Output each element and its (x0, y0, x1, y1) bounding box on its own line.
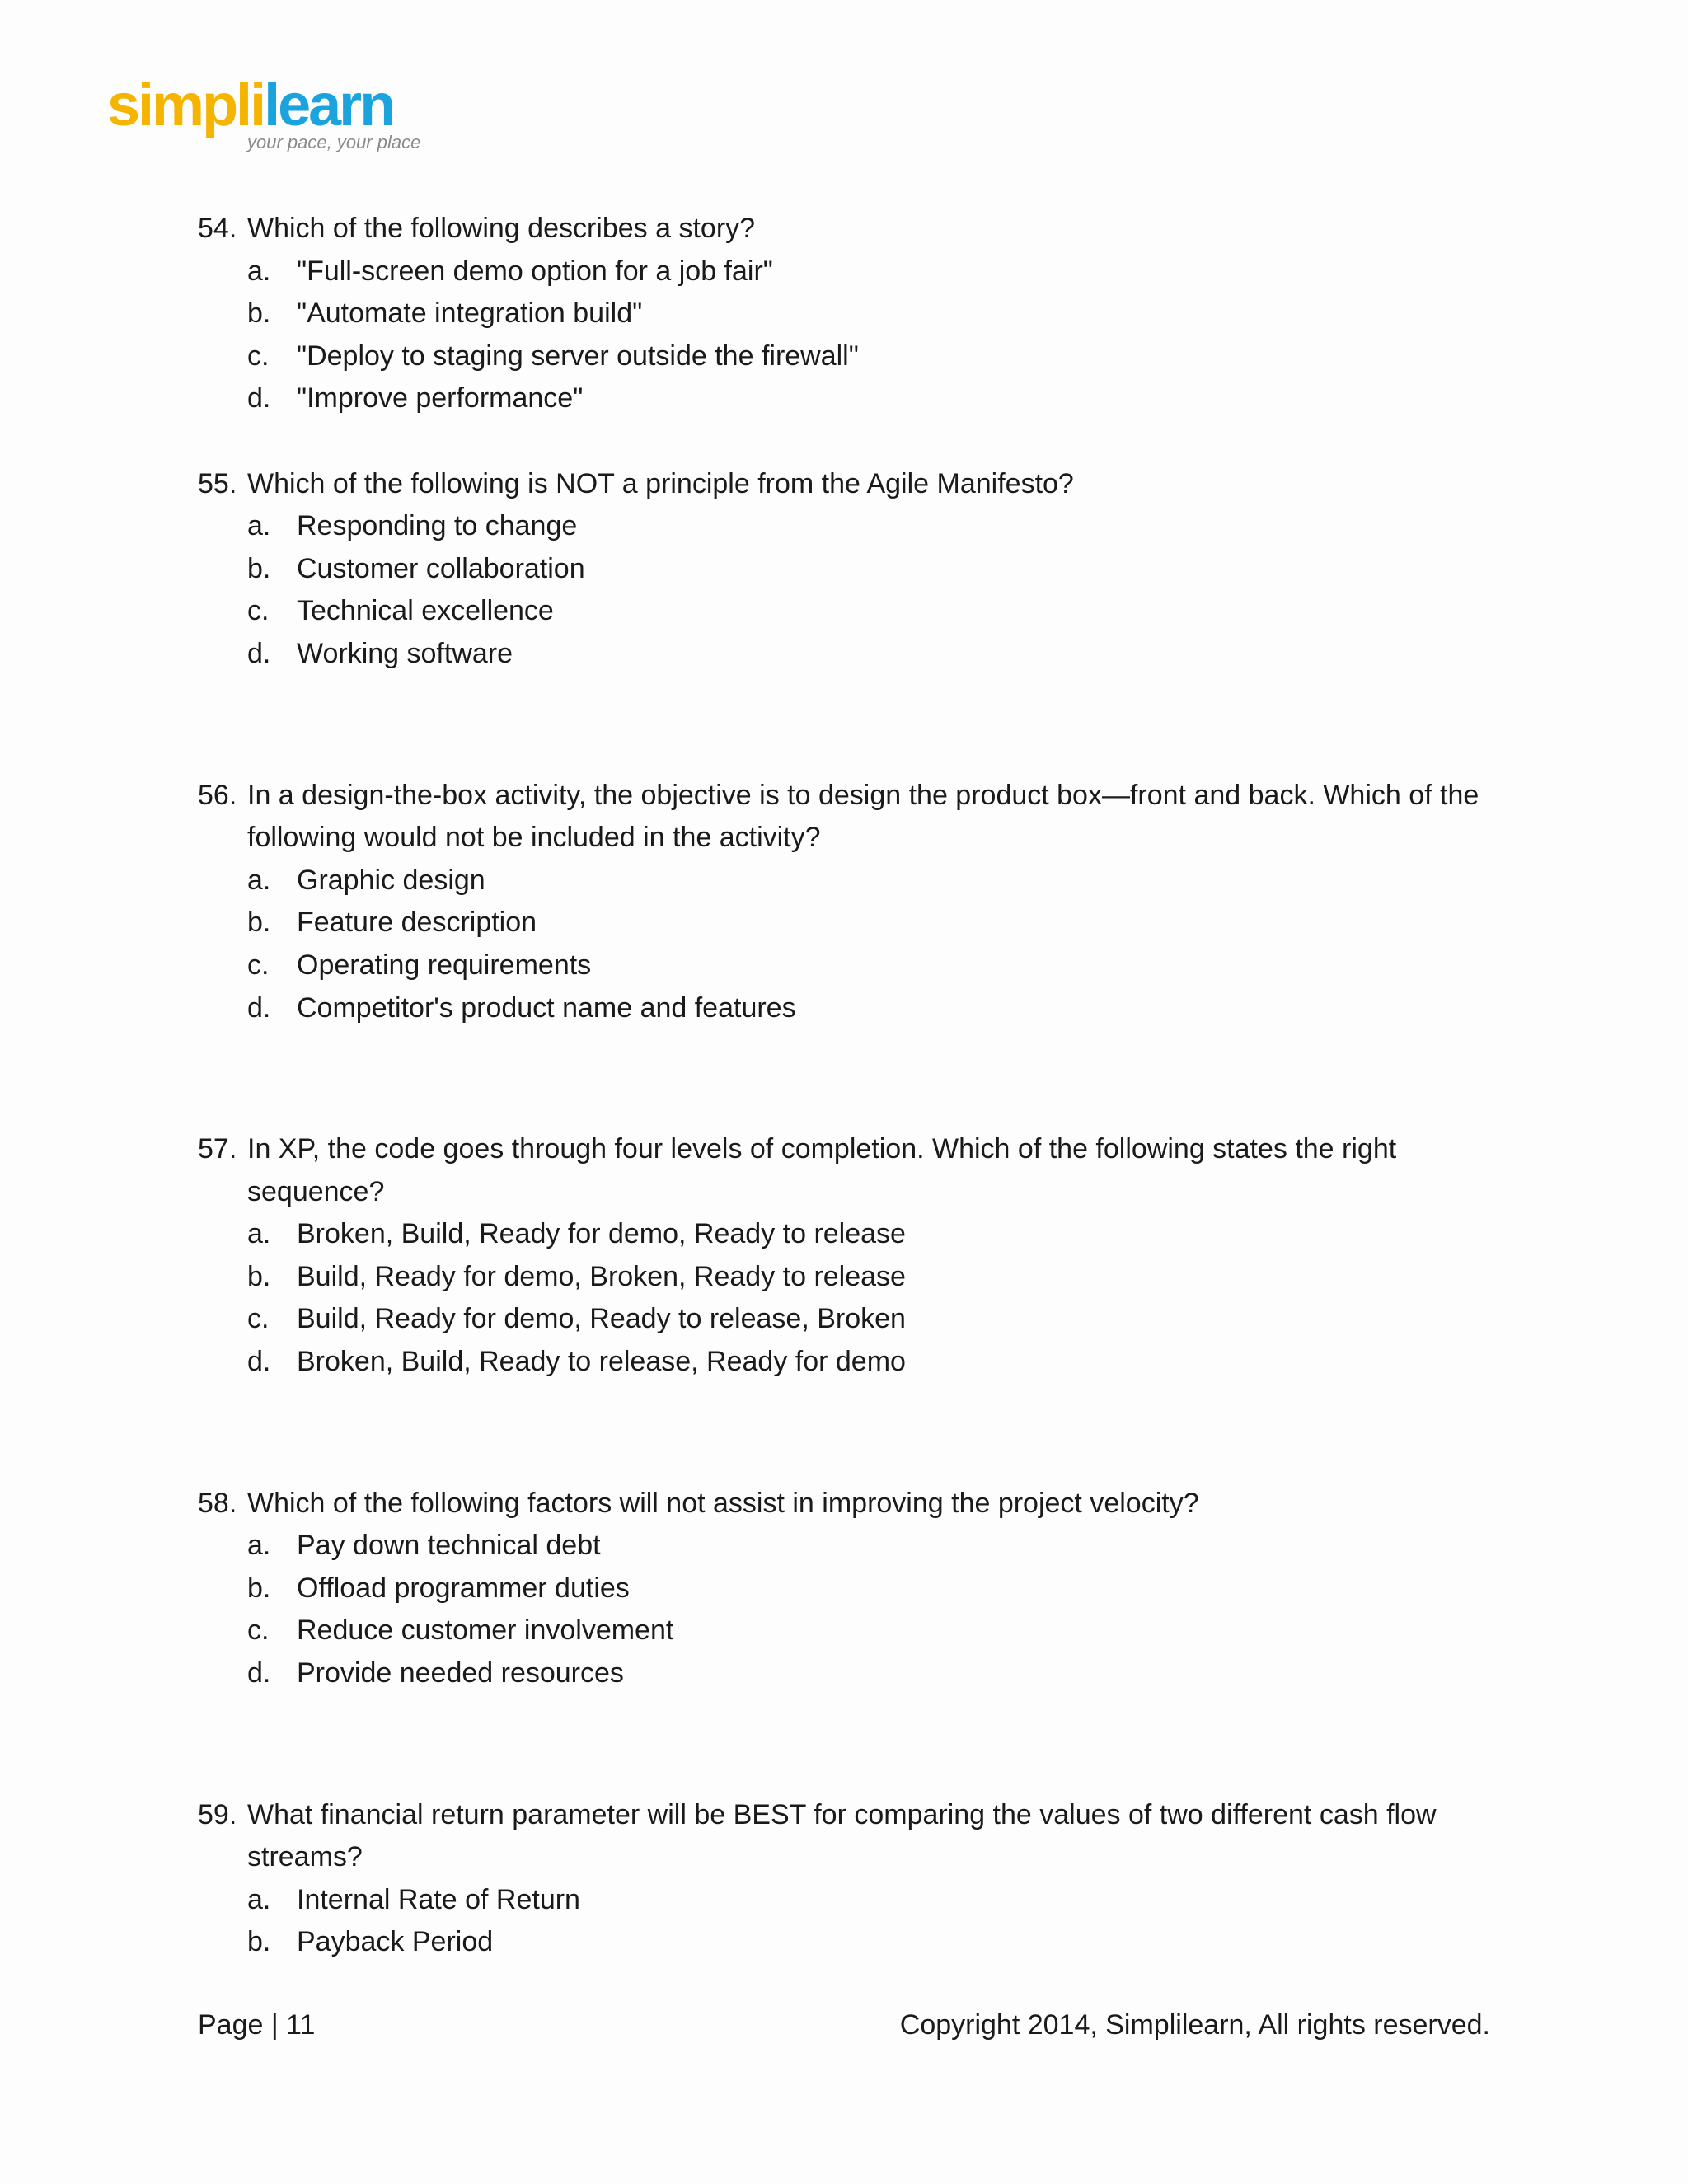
logo-tagline: your pace, your place (247, 132, 421, 152)
option-b: b. Offload programmer duties (247, 1572, 630, 1604)
question-number: 57. (198, 1133, 237, 1165)
option-d: d. Provide needed resources (247, 1657, 624, 1690)
question-number: 55. (198, 467, 237, 499)
option-a: a. Responding to change (247, 510, 578, 542)
question-text: Which of the following factors will not assist in improving the project velocity? (247, 1487, 1199, 1519)
question-57 (198, 1128, 1517, 1384)
option-b: b. Customer collaboration (247, 552, 585, 584)
option-d: d. Broken, Build, Ready to release, Ready for demo (247, 1346, 906, 1378)
option-c: c. Technical excellence (247, 595, 554, 627)
option-a: a. Graphic design (247, 864, 485, 896)
option-d: d. Competitor's product name and features (247, 991, 796, 1024)
option-b: b. Build, Ready for demo, Broken, Ready to release (247, 1260, 906, 1292)
option-a: a. Internal Rate of Return (247, 1883, 580, 1915)
page-number: Page | 11 (198, 2009, 316, 2041)
option-c: c. Operating requirements (247, 949, 592, 981)
option-b: b. "Automate integration build" (247, 298, 643, 330)
option-a: a. Pay down technical debt (247, 1530, 601, 1562)
option-a: a. Broken, Build, Ready for demo, Ready to release (247, 1218, 906, 1250)
option-c: c. Build, Ready for demo, Ready to release, Broken (247, 1303, 906, 1335)
question-text: Which of the following is NOT a principle from the Agile Manifesto? (247, 467, 1074, 499)
option-b: b. Payback Period (247, 1926, 494, 1958)
question-56 (198, 775, 1517, 1030)
question-number: 59. (198, 1798, 237, 1830)
option-c: c. Reduce customer involvement (247, 1615, 674, 1647)
copyright-notice: Copyright 2014, Simplilearn, All rights reserved. (899, 2009, 1490, 2041)
question-text: In a design-the-box activity, the objective is to design the product box—front and back. Which of the following would not be included in the activity? (247, 779, 1479, 854)
question-55 (198, 463, 1517, 676)
option-c: c. "Deploy to staging server outside the firewall" (247, 340, 859, 372)
question-text: What financial return parameter will be BEST for comparing the values of two different cash flow streams? (247, 1798, 1437, 1873)
question-54 (198, 208, 1517, 420)
question-text: Which of the following describes a story? (247, 213, 756, 244)
option-b: b. Feature description (247, 907, 537, 939)
question-58 (198, 1483, 1517, 1695)
logo-wordmark: simplilearn (107, 73, 394, 138)
option-d: d. "Improve performance" (247, 382, 584, 415)
option-d: d. Working software (247, 637, 513, 669)
question-number: 58. (198, 1487, 237, 1519)
question-number: 54. (198, 213, 237, 244)
option-a: a. "Full-screen demo option for a job fair" (247, 255, 773, 287)
question-list (198, 208, 1517, 1964)
question-59 (198, 1794, 1517, 1964)
question-number: 56. (198, 779, 237, 811)
question-text: In XP, the code goes through four levels of completion. Which of the following states the right sequence? (247, 1133, 1397, 1207)
simplilearn-logo (107, 73, 421, 158)
